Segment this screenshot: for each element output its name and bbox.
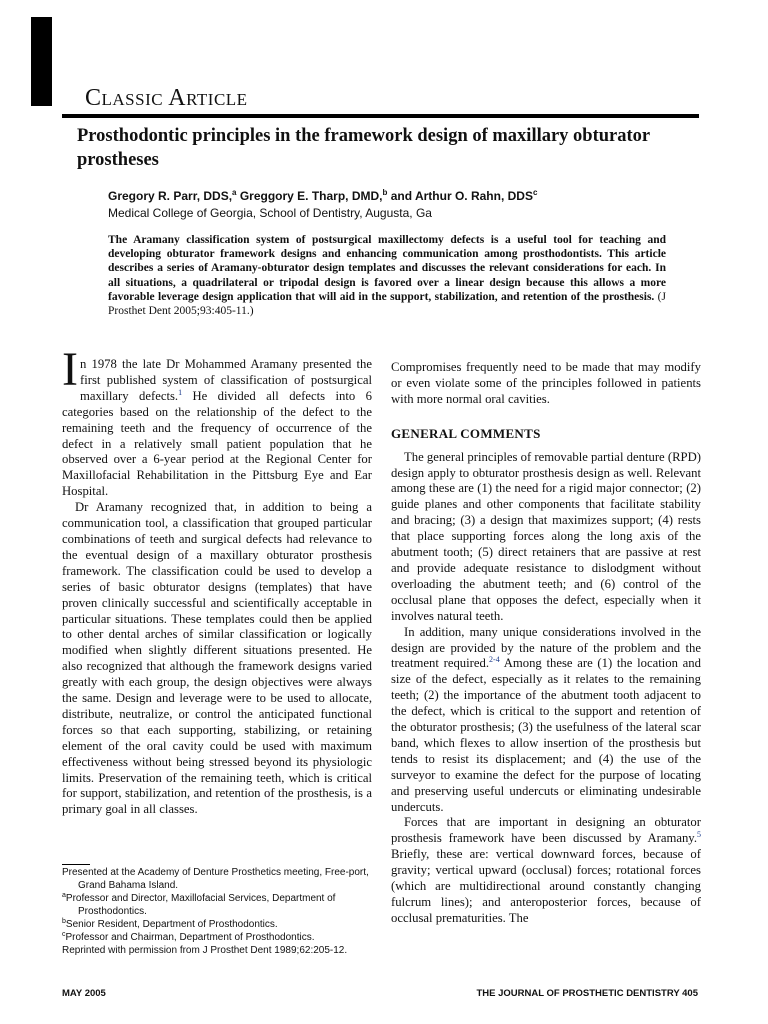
header-rule [62, 114, 699, 118]
footnote-text: Senior Resident, Department of Prosthodontics. [65, 919, 278, 930]
abstract [108, 233, 666, 318]
author-name: and Arthur O. Rahn, DDS [387, 189, 533, 203]
decorative-bar [31, 17, 52, 106]
body-paragraph [391, 815, 701, 926]
affiliation: Medical College of Georgia, School of Dentistry, Augusta, Ga [108, 206, 432, 220]
left-column [62, 343, 372, 818]
footer-journal: THE JOURNAL OF PROSTHETIC DENTISTRY 405 [476, 988, 698, 999]
body-paragraph [391, 625, 701, 816]
reference-link[interactable]: 2-4 [489, 655, 500, 665]
article-title: Prosthodontic principles in the framework design of maxillary obturator prostheses [77, 126, 650, 170]
drop-cap: I [62, 343, 78, 396]
section-label: Classic Article [85, 85, 248, 111]
footnote-mark: a [62, 892, 66, 899]
footnotes [62, 866, 372, 957]
body-text: He divided all defects into 6 categories based on the relationship of the defect to the remaining teeth and the frequency of occurrence of the defect in a relatively small patient population that he observed over a 6-year period at the Regional Center for Maxillofacial Rehabilitation in the Pittsburg Eye and Ear Hospital. [62, 388, 372, 499]
body-text: In addition, many unique considerations involved in the design are provided by the nature of the problem and the treatment required. [391, 624, 701, 671]
reference-link[interactable]: 1 [178, 387, 183, 397]
footnote: Presented at the Academy of Denture Prosthetics meeting, Free-port, Grand Bahama Island. [62, 867, 369, 891]
body-paragraph: Dr Aramany recognized that, in addition to being a communication tool, a classification that grouped particular combinations of teeth and surgical defects had relevance to the eventual design of a maxillary obturator prosthesis framework. The classification could be used to develop a series of basic obturator designs (templates) that have proven clinically successful and scientifically acceptable in particular situations. These templates could then be applied to other dental arches of similar classification or logically modified when slightly different situations presented. He also recognized that although the framework designs varied greatly with each group, the design objectives were always the same. Design and leverage were to be used to allocate, distribute, neutralize, or control the anticipated functional forces so that each supporting, stabilizing, or retaining element of the oral cavity could be used with maximum effectiveness without being stressed beyond its physiologic limits. Preservation of the remaining teeth, which is critical for support, stabilization, and retention of the prosthesis, is a primary goal in all classes. [62, 500, 372, 817]
author-affil-mark: c [532, 188, 538, 197]
author-affil-mark: b [382, 188, 388, 197]
right-column [391, 360, 701, 927]
abstract-text: The Aramany classification system of postsurgical maxillectomy defects is a useful tool for teaching and developing obturator framework designs and enhancing communication among prosthodontists. This article describes a series of Aramany-obturator design templates and discusses the relevant considerations for each. In all situations, a quadrilateral or tripodal design is favored over a linear design because this allows a more favorable leverage design application that will aid in the support, stabilization, and retention of the prosthesis. [108, 234, 666, 303]
footnote-text: Professor and Chairman, Department of Prosthodontics. [65, 932, 315, 943]
section-heading: GENERAL COMMENTS [391, 425, 541, 441]
footnote-rule [62, 864, 90, 865]
author-name: Gregory R. Parr, DDS, [108, 189, 233, 203]
reference-link[interactable]: 5 [697, 830, 701, 840]
body-paragraph [62, 343, 372, 500]
footnote-text: Professor and Director, Maxillofacial Services, Department of Prosthodontics. [65, 893, 336, 917]
footer-date: MAY 2005 [62, 988, 106, 999]
author-name: Greggory E. Tharp, DMD, [236, 189, 383, 203]
author-line [108, 188, 708, 204]
author-affil-mark: a [232, 188, 237, 197]
footnote [62, 918, 372, 931]
body-paragraph: Compromises frequently need to be made that may modify or even violate some of the principles followed in patients with more normal oral cavities. [391, 360, 701, 406]
body-text: Among these are (1) the location and size of the defect, especially as it relates to the remaining teeth; (2) the importance of the abutment tooth adjacent to the defect, which is critical to the support and retention of the obturator prosthesis; (3) the usefulness of the lateral scar band, which flexes to allow insertion of the prosthesis but tends to resist its displacement; and (4) the use of the surveyor to examine the defect for the purpose of locating and preserving useful undercuts or eliminating undesirable undercuts. [391, 656, 701, 814]
body-paragraph: The general principles of removable partial denture (RPD) design apply to obturator prosthesis design as well. Relevant among these are (1) the need for a rigid major connector; (2) guide planes and other components that facilitate stability and bracing; (3) a design that maximizes support; (4) rests that place supporting forces along the long axis of the abutment tooth; (5) direct retainers that are passive at rest and provide adequate resistance to dislodgment without overloading the abutment teeth; and (6) control of the occlusal plane that opposes the defect, especially when it involves natural teeth. [391, 449, 701, 623]
body-text: Briefly, these are: vertical downward forces, because of gravity; vertical upward (occlusal) forces; rotational forces (which are multidirectional around constantly changing fulcrum lines); and anteroposterior forces, because of occlusal prematurities. The [391, 847, 701, 925]
footnote-mark: b [62, 918, 66, 925]
footnote [62, 892, 372, 918]
footnote-mark: c [62, 931, 66, 938]
abstract-citation: (J Prosthet Dent 2005;93:405-11.) [108, 290, 666, 318]
body-text: Forces that are important in designing an obturator prosthesis framework have been discussed by Aramany. [391, 815, 701, 846]
body-text: n 1978 the late Dr Mohammed Aramany presented the first published system of classification of postsurgical maxillary defects. [79, 357, 372, 403]
footnote [62, 931, 372, 944]
footnote: Reprinted with permission from J Prosthet Dent 1989;62:205-12. [62, 945, 348, 956]
